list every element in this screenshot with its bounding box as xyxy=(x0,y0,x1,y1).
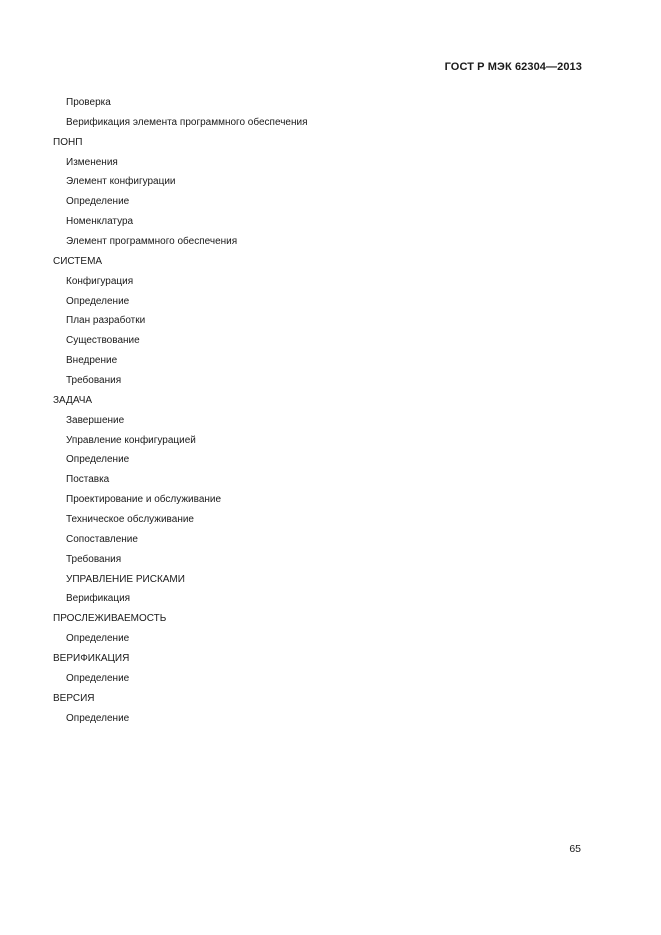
index-subentry: Определение xyxy=(66,295,130,307)
index-subentry: Управление конфигурацией xyxy=(66,434,196,446)
index-subentry: Определение xyxy=(66,454,130,466)
index-subentry: Внедрение xyxy=(66,355,118,367)
subject-index-list xyxy=(53,96,593,732)
index-subentry: Элемент программного обеспечения xyxy=(66,236,238,248)
index-subentry: Определение xyxy=(66,712,130,724)
index-subentry: Определение xyxy=(66,196,130,208)
index-subentry: Элемент конфигурации xyxy=(66,176,176,188)
index-subentry: Требования xyxy=(66,375,122,387)
index-subentry: Верификация элемента программного обеспечения xyxy=(66,116,308,128)
index-subentry: Верификация xyxy=(66,593,131,605)
index-subentry: План разработки xyxy=(66,315,146,327)
index-subentry: Определение xyxy=(66,633,130,645)
index-heading: СИСТЕМА xyxy=(53,255,103,267)
index-subentry: Поставка xyxy=(66,474,110,486)
index-subentry: Существование xyxy=(66,335,140,347)
index-subentry: Конфигурация xyxy=(66,275,134,287)
index-subentry: Техническое обслуживание xyxy=(66,514,194,526)
index-subentry: УПРАВЛЕНИЕ РИСКАМИ xyxy=(66,573,185,585)
index-subentry: Сопоставление xyxy=(66,533,138,545)
document-code-header: ГОСТ Р МЭК 62304—2013 xyxy=(444,61,582,73)
index-heading: ПОНП xyxy=(53,136,83,148)
index-subentry: Номенклатура xyxy=(66,216,134,228)
index-heading: ВЕРСИЯ xyxy=(53,692,95,704)
index-subentry: Проектирование и обслуживание xyxy=(66,494,222,506)
index-heading: ЗАДАЧА xyxy=(53,394,93,406)
index-subentry: Изменения xyxy=(66,156,118,168)
index-heading: ВЕРИФИКАЦИЯ xyxy=(53,653,130,665)
page-number: 65 xyxy=(569,843,581,855)
index-heading: ПРОСЛЕЖИВАЕМОСТЬ xyxy=(53,613,167,625)
index-subentry: Проверка xyxy=(66,97,111,108)
index-subentry: Определение xyxy=(66,672,130,684)
index-subentry: Завершение xyxy=(66,414,125,426)
index-subentry: Требования xyxy=(66,553,122,565)
